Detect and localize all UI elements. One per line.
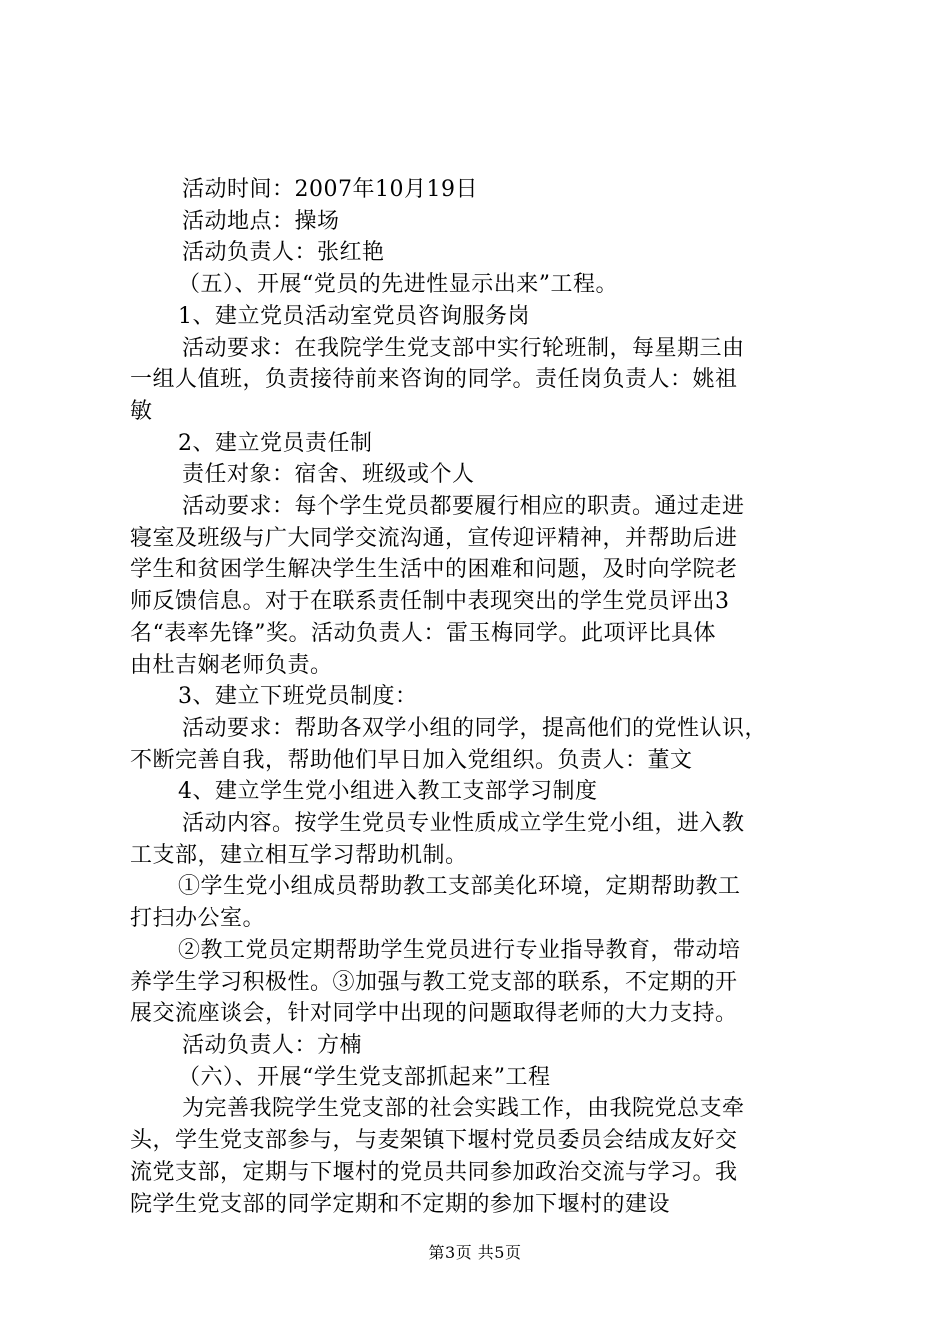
text-line: ①学生党小组成员帮助教工支部美化环境，定期帮助教工 xyxy=(178,874,741,900)
text-line: 打扫办公室。 xyxy=(130,906,266,932)
page-number: 第3页 共5页 xyxy=(428,1243,522,1262)
text-line: 活动要求：每个学生党员都要履行相应的职责。通过走进 xyxy=(182,494,745,520)
text-line: 流党支部，定期与下堰村的党员共同参加政治交流与学习。我 xyxy=(130,1159,738,1185)
text-line: 师反馈信息。对于在联系责任制中表现突出的学生党员评出3 xyxy=(130,589,730,615)
page-footer xyxy=(0,1240,950,1263)
text-line: 活动负责人：张红艳 xyxy=(182,240,385,266)
text-line: 活动要求：在我院学生党支部中实行轮班制，每星期三由 xyxy=(182,335,745,361)
text-line: 由杜吉娴老师负责。 xyxy=(130,652,333,678)
section-heading: （五）、开展“党员的先进性显示出来”工程。 xyxy=(178,272,618,298)
text-line: 一组人值班，负责接待前来咨询的同学。责任岗负责人：姚祖 xyxy=(130,367,738,393)
text-line: 不断完善自我，帮助他们早日加入党组织。负责人：董文 xyxy=(130,747,693,773)
text-line: 活动地点：操场 xyxy=(182,208,340,234)
text-line: 名“表率先锋”奖。活动负责人：雷玉梅同学。此项评比具体 xyxy=(130,620,716,646)
text-line: 1、建立党员活动室党员咨询服务岗 xyxy=(178,303,530,329)
text-line: 寝室及班级与广大同学交流沟通，宣传迎评精神，并帮助后进 xyxy=(130,525,738,551)
text-line: 院学生党支部的同学定期和不定期的参加下堰村的建设 xyxy=(130,1191,671,1217)
text-line: 活动时间：2007年10月19日 xyxy=(182,177,478,202)
text-line: ②教工党员定期帮助学生党员进行专业指导教育，带动培 xyxy=(178,937,741,963)
document-body xyxy=(130,174,830,1220)
text-line: 活动内容。按学生党员专业性质成立学生党小组，进入教 xyxy=(182,811,745,837)
text-line: 为完善我院学生党支部的社会实践工作，由我院党总支牵 xyxy=(182,1096,745,1122)
text-line: 3、建立下班党员制度： xyxy=(178,684,418,710)
text-line: 养学生学习积极性。③加强与教工党支部的联系，不定期的开 xyxy=(130,969,738,995)
text-line: 敏 xyxy=(130,398,153,424)
text-line: 头，学生党支部参与，与麦架镇下堰村党员委员会结成友好交 xyxy=(130,1128,738,1154)
text-line: 活动负责人：方楠 xyxy=(182,1032,363,1058)
text-line: 活动要求：帮助各双学小组的同学，提高他们的党性认识， xyxy=(182,715,768,741)
section-heading: （六）、开展“学生党支部抓起来”工程 xyxy=(178,1064,551,1090)
text-line: 工支部，建立相互学习帮助机制。 xyxy=(130,842,468,868)
text-line: 责任对象：宿舍、班级或个人 xyxy=(182,462,475,488)
text-line: 学生和贫困学生解决学生生活中的困难和问题，及时向学院老 xyxy=(130,557,738,583)
text-line: 2、建立党员责任制 xyxy=(178,430,373,456)
text-line: 4、建立学生党小组进入教工支部学习制度 xyxy=(178,779,598,805)
text-line: 展交流座谈会，针对同学中出现的问题取得老师的大力支持。 xyxy=(130,1001,738,1027)
